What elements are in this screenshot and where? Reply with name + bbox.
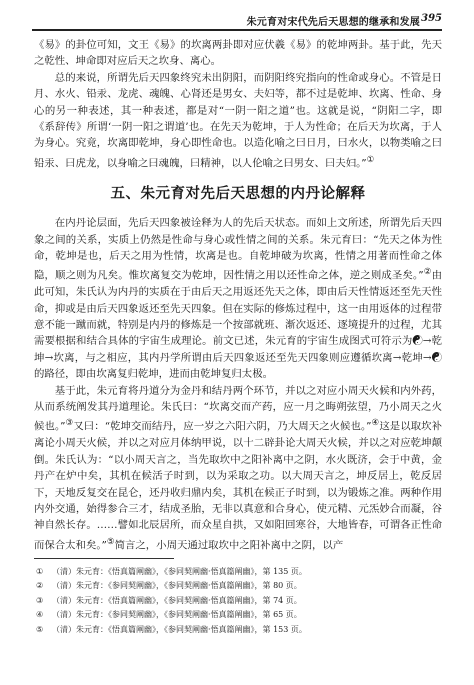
footnote: ② （清）朱元育：《参同契阐幽》，《参同契阐幽·悟真篇阐幽》，第 80 页。 [36, 581, 302, 591]
body-text [34, 37, 442, 554]
running-title: 朱元育对宋代先后天思想的继承和发展 [246, 17, 420, 28]
running-header [32, 12, 442, 30]
footnote-ref-4[interactable]: ④ [371, 418, 380, 429]
header-rule [32, 29, 442, 31]
footnotes [36, 565, 436, 637]
section-heading: 五、朱元育对先后天思想的内丹论解释 [110, 185, 366, 202]
page-number: 395 [421, 13, 442, 24]
footnote: ⑤ （清）朱元育：《悟真篇阐幽》，《参同契阐幽·悟真篇阐幽》，第 153 页。 [36, 624, 307, 634]
footnote-ref-3[interactable]: ③ [65, 418, 74, 429]
footnote: ① （清）朱元育：《悟真篇阐幽》，《参同契阐幽·悟真篇阐幽》，第 135 页。 [36, 567, 307, 576]
footnote-ref-1[interactable]: ① [366, 154, 375, 165]
footnote-ref-5[interactable]: ⑤ [106, 536, 115, 547]
footnote-rule [34, 558, 174, 559]
paragraph-4: 基于此，朱元育将丹道分为金丹和结丹两个环节，并以之对应小周天火候和内外药，从而系统阐发其丹道理论。朱氏曰：“坎离交而产药，应一月之晦朔弦望，乃小周天之火候也。”③又曰：“乾坤交而结丹，应一岁之六阳六阴，乃大周天之火候也。”④这是以取坎补离论小周天火候，并以之对应月体纳甲说，以十二辟卦论大周天火候，并以之对应乾坤颠倒。朱氏认为：“以小周天言之，当先取坎中之阳补离中之阴，水火既济，会于中黄，金丹产在炉中矣，其机在候活子时到，以为采取之功。以大周天言之，坤反居上，乾反居下，天地反复交在昆仑，还丹收归鼎内矣，其机在候正子时到，以为锻炼之准。两种作用内外交通，始得参合三才，结成圣胎，无非以真意和合身心，使元精、元炁妙合而凝，谷神自然长存。……譬如北辰居所，而众星自拱，又如阳回寒谷，大地皆春，可谓各正性命而保合太和矣。”⑤简言之，小周天通过取坎中之阳补离中之阴，以产 [34, 384, 443, 552]
footnote: ③ （清）朱元育：《悟真篇阐幽》，《参同契阐幽·悟真篇阐幽》，第 74 页。 [36, 595, 302, 605]
footnote-ref-2[interactable]: ② [423, 267, 432, 278]
paragraph-2: 总的来说，所谓先后天四象终究未出阴阳，而阴阳终究指向的性命或身心。不管是日月、水火、铅汞、龙虎、魂魄、心肾还是男女、夫妇等，都不过是乾坤、坎离、性命、身心的另一种表述，其一种表述，都是对“一阴一阳之道”也。这就是说，“阴阳二字，即《系辞传》所谓‘一阴一阳之谓道’也。在先天为乾坤，于人为性命；在后天为坎离，于人为身心。究竟，坎离即乾坤，身心即性命也。以造化喻之曰日月，曰水火，以物类喻之曰铅汞、曰虎龙，以身喻之曰魂魄，曰精神，以人伦喻之曰男女、曰夫妇。”① [34, 71, 442, 170]
paragraph-3: 在内丹论层面，先后天四象被诠释为人的先后天状态。而如上文所述，所谓先后天四象之间的关系，实质上仍然是性命与身心或性情之间的关系。朱元育曰：“先天之体为性命，乾坤是也，后天之用为性情，坎离是也。自乾坤破为坎离，性情之用著而性命之体隐，顺之则为凡矣。惟坎离复交为乾坤，因性情之用以还性命之体，逆之则成圣矣。”②由此可知，朱氏认为内丹的实质在于由后天之用返还先天之体，即由后天性情返还至先天性命，抑或是由后天四象返还至先天四象。但在实际的修炼过程中，这一由用返体的过程带意不能一蹴而就，特别是内丹的修炼是一个按部就班、渐次返还、逐境提升的过程，尤其需要根据和结合具体的宇宙生成理论。前文已述，朱元育的宇宙生成图式可符示为☯→乾坤→坎离，与之相应，其内丹学所谓由后天四象返还至先天四象则应遵循坎离→乾坤→☯的路径，即由坎离复归乾坤，进而由乾坤复归太极。 [34, 217, 443, 381]
footnote: ④ （清）朱元育：《参同契阐幽》，《参同契阐幽·悟真篇阐幽》，第 65 页。 [36, 610, 302, 620]
paragraph-1: 《易》的卦位可知，文王《易》的坎离两卦即对应伏羲《易》的乾坤两卦。基于此，先天之乾性、坤命即对应后天之坎身、离心。 [34, 39, 442, 68]
